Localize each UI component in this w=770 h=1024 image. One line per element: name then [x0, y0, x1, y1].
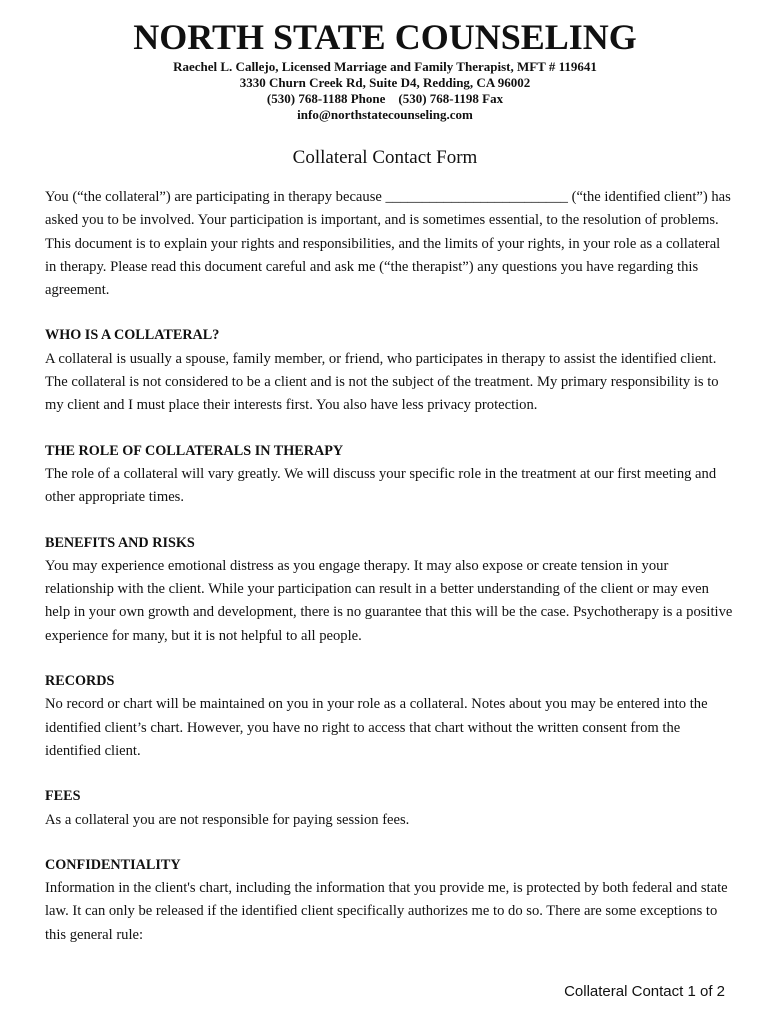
section-heading: THE ROLE OF COLLATERALS IN THERAPY	[45, 442, 344, 459]
organization-name: NORTH STATE COUNSELING	[133, 17, 637, 57]
section-body: You may experience emotional distress as you engage therapy. It may also expose or create tension in your relationship with the client. While your participation can result in a better understanding of the client or may even help in your own growth and development, there is no guarantee that this will be the case. Psychotherapy is a positive experience for many, but it is not helpful to all people.	[45, 557, 733, 644]
section-records	[45, 670, 735, 763]
section-heading: WHO IS A COLLATERAL?	[45, 327, 220, 344]
intro-paragraph: You (“the collateral”) are participating in therapy because _________________________ (“the identified client”) has asked you to be involved. Your participation is important, and is sometimes essential, to the resolution of problems. This document is to explain your rights and responsibilities, and the limits of your rights, in your role as a collateral in therapy. Please read this document careful and ask me (“the therapist”) any questions you have regarding this agreement.	[45, 189, 731, 299]
section-role-of-collaterals	[45, 440, 735, 510]
page-footer: Collateral Contact 1 of 2	[564, 983, 725, 1000]
section-body: The role of a collateral will vary greatly. We will discuss your specific role in the treatment at our first meeting and other appropriate times.	[45, 465, 717, 506]
section-heading: RECORDS	[45, 673, 115, 690]
form-title: Collateral Contact Form	[292, 147, 478, 168]
section-confidentiality	[45, 854, 735, 947]
section-body: Information in the client's chart, including the information that you provide me, is protected by both federal and state law. It can only be released if the identified client specifically authorizes me to do so. There are some exceptions to this general rule:	[45, 880, 728, 943]
section-body: As a collateral you are not responsible for paying session fees.	[45, 811, 410, 828]
section-heading: BENEFITS AND RISKS	[45, 534, 195, 551]
form-body	[45, 186, 735, 947]
section-heading: CONFIDENTIALITY	[45, 856, 181, 873]
section-fees	[45, 785, 735, 832]
section-body: No record or chart will be maintained on you in your role as a collateral. Notes about you may be entered into the identified client’s chart. However, you have no right to access that chart without the written consent from the identified client.	[45, 696, 708, 759]
therapist-line: Raechel L. Callejo, Licensed Marriage and Family Therapist, MFT # 119641	[173, 59, 597, 74]
section-heading: FEES	[45, 788, 81, 805]
section-body: A collateral is usually a spouse, family member, or friend, who participates in therapy to assist the identified client. The collateral is not considered to be a client and is not the subject of the treatment. My primary responsibility is to my client and I must place their interests first. You also have less privacy protection.	[45, 350, 719, 414]
email-line: info@northstatecounseling.com	[297, 107, 473, 122]
phone-fax-line: (530) 768-1188 Phone (530) 768-1198 Fax	[266, 91, 504, 106]
section-who-is-collateral	[45, 324, 735, 417]
address-line: 3330 Churn Creek Rd, Suite D4, Redding, CA 96002	[239, 75, 531, 90]
section-benefits-risks	[45, 532, 735, 648]
